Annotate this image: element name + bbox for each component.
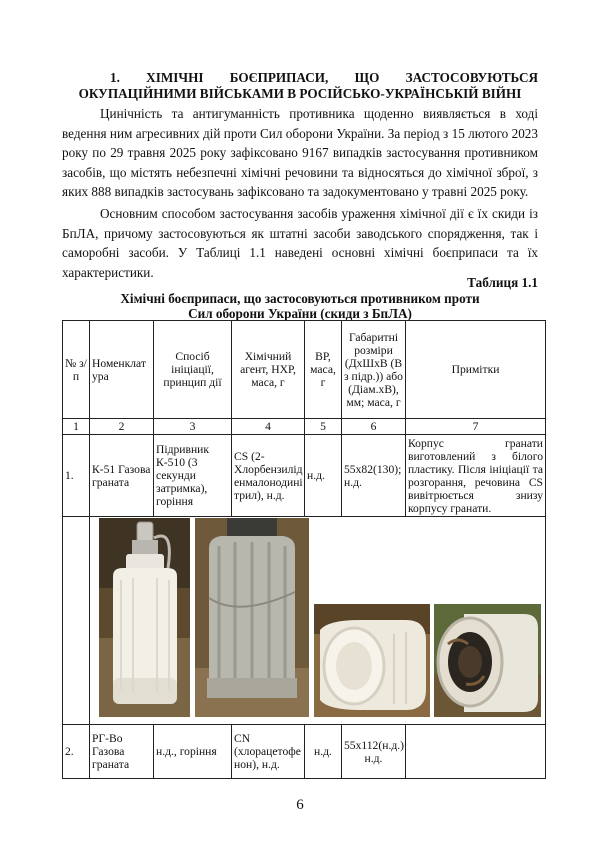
row-explosive: н.д. [305, 725, 342, 779]
column-number: 2 [90, 419, 154, 435]
header-explosive: ВР, маса, г [305, 321, 342, 419]
table-row [63, 435, 546, 517]
row-number: 1. [63, 435, 90, 517]
column-number: 4 [232, 419, 305, 435]
row-name: РГ-Во Газова граната [90, 725, 154, 779]
row-initiation: н.д., горіння [154, 725, 232, 779]
table-caption-line-1: Хімічні боєприпаси, що застосовуються противником проти [120, 291, 480, 306]
heading-line-1: 1. ХІМІЧНІ БОЄПРИПАСИ, ЩО ЗАСТОСОВУЮТЬСЯ [110, 70, 538, 85]
column-number: 6 [342, 419, 406, 435]
photo-cell [90, 517, 546, 725]
paragraph-2-text: Основним способом застосування засобів ураження хімічної дії є їх скиди із БпЛА, причому застосовуються як штатні засоби заводського спорядження, так і саморобні засоби. У Таблиці 1.1 наведені основні хімічні боєприпаси та їх характеристики. [62, 206, 538, 280]
row-agent: CN (хлорацетофе нон), н.д. [232, 725, 305, 779]
row-agent: CS (2-Хлорбензилід енмалонодині трил), н.д. [232, 435, 305, 517]
header-initiation: Спосіб ініціації, принцип дії [154, 321, 232, 419]
row-name: К-51 Газова граната [90, 435, 154, 517]
grenade-photo-3 [314, 604, 430, 717]
row-notes [406, 725, 546, 779]
grenade-photo-1 [99, 518, 190, 717]
grenade-photo-2 [195, 518, 309, 717]
grenade-photo-4 [434, 604, 541, 717]
column-number: 5 [305, 419, 342, 435]
table-header-row [63, 321, 546, 419]
row-number: 2. [63, 725, 90, 779]
column-number: 7 [406, 419, 546, 435]
paragraph-1-text: Цинічність та антигуманність противника щоденно виявляється в ході ведення ним агресивних дій проти Сил оборони України. За період з 15 лютого 2023 року по 29 травня 2025 року зафіксовано 9167 випадків застосування противником засобів, що містять небезпечні хімічні речовини та відносяться до хімічної зброї, з яких 888 випадків застосувань зафіксовано та задокументовано у травні 2025 року. [62, 106, 538, 199]
header-notes: Примітки [406, 321, 546, 419]
header-name: Номенклат ура [90, 321, 154, 419]
header-dimensions: Габаритні розміри (ДхШхВ (В з підр.)) або (Діам.хВ), мм; маса, г [342, 321, 406, 419]
photo-empty-cell [63, 517, 90, 725]
heading-line-2: ОКУПАЦІЙНИМИ ВІЙСЬКАМИ В РОСІЙСЬКО-УКРАЇНСЬКІЙ ВІЙНІ [78, 86, 522, 101]
table-caption-line-2: Сил оборони України (скиди з БпЛА) [188, 305, 412, 321]
paragraph-1 [62, 104, 538, 202]
row-initiation: Підривник К-510 (3 секунди затримка), горіння [154, 435, 232, 517]
table-caption [62, 292, 538, 321]
row-explosive: н.д. [305, 435, 342, 517]
header-number: № з/п [63, 321, 90, 419]
section-heading [62, 70, 538, 102]
page-number: 6 [296, 797, 304, 813]
row-dimensions: 55x112(н.д.) н.д. [342, 725, 406, 779]
column-number: 3 [154, 419, 232, 435]
header-agent: Хімічний агент, НХР, маса, г [232, 321, 305, 419]
table-row [63, 725, 546, 779]
photo-row [63, 517, 546, 725]
paragraph-2 [62, 204, 538, 282]
row-notes: Корпус гранати виготовлений з білого пластику. Після ініціації та розгорання, речовина CS вивітрюється знизу корпусу гранати. [406, 435, 546, 517]
munitions-table [62, 320, 546, 779]
table-label: Таблиця 1.1 [467, 275, 538, 290]
row-dimensions: 55x82(130); н.д. [342, 435, 406, 517]
column-number-row [63, 419, 546, 435]
column-number: 1 [63, 419, 90, 435]
